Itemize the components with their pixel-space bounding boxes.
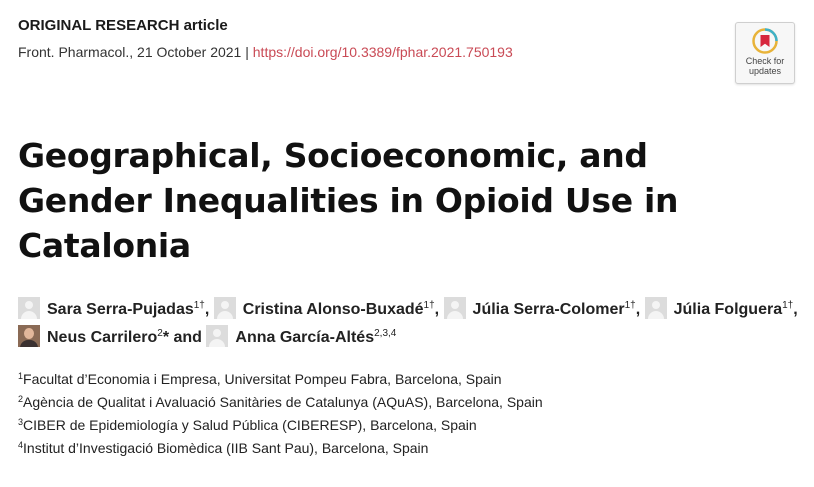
citation-line xyxy=(18,44,513,60)
affiliation-text: Agència de Qualitat i Avaluació Sanitàries de Catalunya (AQuAS), Barcelona, Spain xyxy=(23,394,543,410)
check-for-updates-label xyxy=(736,56,794,76)
affiliation-text: Institut d’Investigació Biomèdica (IIB Sant Pau), Barcelona, Spain xyxy=(23,440,429,456)
affiliation-number: 4 xyxy=(18,440,24,450)
author-photo-avatar xyxy=(18,325,40,347)
doi-link[interactable]: https://doi.org/10.3389/fphar.2021.750193 xyxy=(252,44,513,60)
author-separator: , xyxy=(434,301,444,318)
affiliation-number: 3 xyxy=(18,417,24,427)
affiliation-text: Facultat d’Economia i Empresa, Universitat Pompeu Fabra, Barcelona, Spain xyxy=(23,371,502,387)
author-name-link[interactable]: Sara Serra-Pujadas xyxy=(47,301,194,318)
avatar-placeholder-icon xyxy=(214,297,236,319)
badge-line-1: Check for xyxy=(745,56,785,66)
affiliation-item xyxy=(18,414,543,437)
crossmark-icon xyxy=(752,28,778,54)
author-affiliation-marker: 1† xyxy=(624,300,636,311)
affiliation-item xyxy=(18,391,543,414)
author-separator: , xyxy=(793,301,798,318)
author-name-link[interactable]: Neus Carrilero xyxy=(47,329,158,346)
author-item xyxy=(18,301,214,318)
affiliation-number: 1 xyxy=(18,371,24,381)
check-for-updates-button[interactable] xyxy=(735,22,795,84)
avatar-placeholder-icon xyxy=(206,325,228,347)
affiliation-list xyxy=(18,368,543,460)
author-affiliation-marker: 2,3,4 xyxy=(374,328,397,339)
citation-separator: | xyxy=(241,44,253,60)
affiliation-item xyxy=(18,437,543,460)
article-type-label: ORIGINAL RESEARCH article xyxy=(18,17,228,34)
author-affiliation-marker: 2 xyxy=(157,328,163,339)
author-affiliation-marker: 1† xyxy=(782,300,794,311)
author-separator: , xyxy=(635,301,645,318)
avatar-placeholder-icon xyxy=(18,297,40,319)
author-item xyxy=(206,329,396,346)
author-item xyxy=(18,329,206,346)
author-name-link[interactable]: Anna García-Altés xyxy=(235,329,375,346)
affiliation-text: CIBER de Epidemiología y Salud Pública (CIBERESP), Barcelona, Spain xyxy=(23,417,477,433)
author-item xyxy=(214,301,444,318)
author-name-link[interactable]: Cristina Alonso-Buxadé xyxy=(242,301,424,318)
affiliation-number: 2 xyxy=(18,394,24,404)
journal-date: Front. Pharmacol., 21 October 2021 xyxy=(18,44,242,60)
affiliation-item xyxy=(18,368,543,391)
avatar-placeholder-icon xyxy=(645,297,667,319)
author-list xyxy=(18,296,798,352)
avatar-placeholder-icon xyxy=(444,297,466,319)
author-name-link[interactable]: Júlia Serra-Colomer xyxy=(472,301,625,318)
author-separator: * and xyxy=(162,329,207,346)
article-title: Geographical, Socioeconomic, and Gender Inequalities in Opioid Use in Catalonia xyxy=(18,136,679,265)
author-affiliation-marker: 1† xyxy=(193,300,205,311)
badge-line-2: updates xyxy=(748,66,782,76)
author-item xyxy=(444,301,645,318)
author-affiliation-marker: 1† xyxy=(423,300,435,311)
author-name-link[interactable]: Júlia Folguera xyxy=(673,301,783,318)
author-separator: , xyxy=(204,301,214,318)
